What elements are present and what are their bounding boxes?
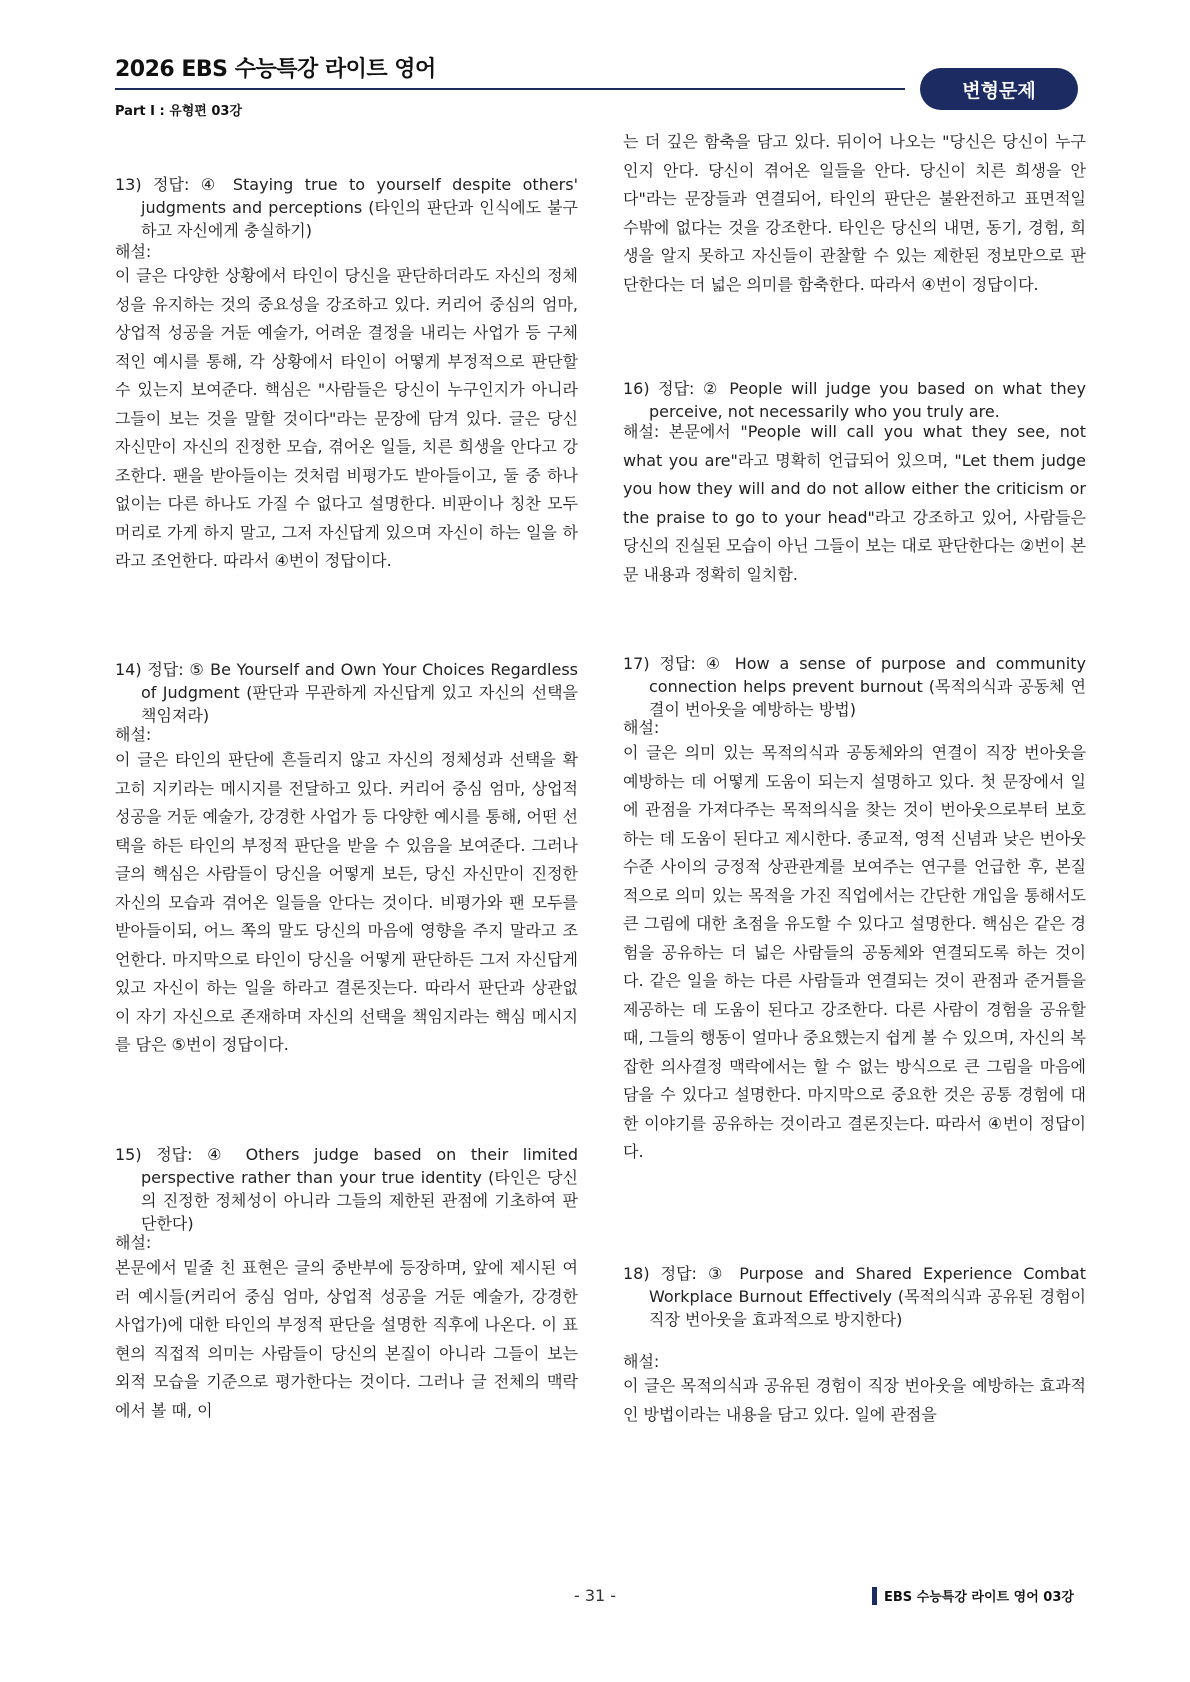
- q13-explanation: 이 글은 다양한 상황에서 타인이 당신을 판단하더라도 자신의 정체성을 유지하는 것의 중요성을 강조하고 있다. 커리어 중심의 엄마, 상업적 성공을 거둔 예술가, 어려운 결정을 내리는 사업가 등 구체적인 예시를 통해, 각 상황에서 타인이 어떻게 부정적으로 판단할 수 있는지 보여준다. 핵심은 "사람들은 당신이 누구인지가 아니라 그들이 보는 것을 말할 것이다"라는 문장에 담겨 있다. 글은 당신 자신만이 자신의 진정한 모습, 겪어온 일들, 치른 희생을 안다고 강조한다. 팬을 받아들이는 것처럼 비평가도 받아들이고, 둘 중 하나 없이는 다른 하나도 가질 수 없다고 설명한다. 비판이나 칭찬 모두 머리로 가게 하지 말고, 그저 자신답게 있으며 자신이 하는 일을 하라고 조언한다. 따라서 ④번이 정답이다.: [115, 266, 578, 570]
- q18-label: 해설:: [623, 1352, 660, 1371]
- q18-answer: 18) 정답: ③ Purpose and Shared Experience Combat Workplace Burnout Effectively (목적의식과 공유된 경험이 직장 번아웃을 효과적으로 방지한다): [623, 1264, 1086, 1329]
- q17-explanation: 이 글은 의미 있는 목적의식과 공동체와의 연결이 직장 번아웃을 예방하는 데 어떻게 도움이 되는지 설명하고 있다. 첫 문장에서 일에 관점을 가져다주는 목적의식을 찾는 것이 번아웃으로부터 보호하는 데 도움이 된다고 제시한다. 종교적, 영적 신념과 낮은 번아웃 수준 사이의 긍정적 상관관계를 보여주는 연구를 언급한 후, 본질적으로 의미 있는 목적을 가진 직업에서는 간단한 개입을 통해서도 큰 그림에 대한 초점을 유도할 수 있다고 설명한다. 핵심은 같은 경험을 공유하는 더 넓은 사람들의 공동체와 연결되도록 하는 것이다. 같은 일을 하는 다른 사람들과 연결되는 것이 관점과 준거틀을 제공하는 데 도움이 된다고 강조한다. 다른 사람이 경험을 공유할 때, 그들의 행동이 얼마나 중요했는지 쉽게 볼 수 있으며, 자신의 복잡한 의사결정 맥락에서는 할 수 없는 방식으로 큰 그림을 마음에 담을 수 있다고 설명한다. 마지막으로 중요한 것은 공통 경험에 대한 이야기를 공유하는 것이라고 결론짓는다. 따라서 ④번이 정답이다.: [623, 743, 1086, 1161]
- q14-label: 해설:: [115, 725, 152, 744]
- q13-label: 해설:: [115, 242, 152, 261]
- page-number: - 31 -: [573, 1586, 617, 1605]
- header-title: 2026 EBS 수능특강 라이트 영어: [115, 57, 436, 82]
- q14-explanation: 이 글은 타인의 판단에 흔들리지 않고 자신의 정체성과 선택을 확고히 지키라는 메시지를 전달하고 있다. 커리어 중심 엄마, 상업적 성공을 거둔 예술가, 강경한 사업가 등 다양한 예시를 통해, 어떤 선택을 하든 타인의 부정적 판단을 받을 수 있음을 보여준다. 그러나 글의 핵심은 사람들이 당신을 어떻게 보든, 당신 자신만이 진정한 자신의 모습과 겪어온 일들을 안다는 것이다. 비평가와 팬 모두를 받아들이되, 어느 쪽의 말도 당신의 마음에 영향을 주지 말라고 조언한다. 마지막으로 타인이 당신을 어떻게 판단하든 그저 자신답게 있고 자신이 하는 일을 하라고 결론짓는다. 따라서 판단과 상관없이 자기 자신으로 존재하며 자신의 선택을 책임지라는 핵심 메시지를 담은 ⑤번이 정답이다.: [115, 750, 578, 1054]
- q16-explanation: 해설: 본문에서 "People will call you what they see, not what you are"라고 명확히 언급되어 있으며, "Let them judge you how they will and do not allow either the criticism or the praise to go to your head"라고 강조하고 있어, 사람들은 당신의 진실된 모습이 아닌 그들이 보는 대로 판단한다는 ②번이 본문 내용과 정확히 일치함.: [623, 422, 1086, 584]
- q15-explanation-continued: 는 더 깊은 함축을 담고 있다. 뒤이어 나오는 "당신은 당신이 누구인지 안다. 당신이 겪어온 일들을 안다. 당신이 치른 희생을 안다"라는 문장들과 연결되어, 타인의 판단은 불완전하고 표면적일 수밖에 없다는 것을 강조한다. 타인은 당신의 내면, 동기, 경험, 희생을 알지 못하고 자신들이 관찰할 수 있는 제한된 정보만으로 판단한다는 더 넓은 의미를 함축한다. 따라서 ④번이 정답이다.: [623, 132, 1086, 294]
- q13-answer: 13) 정답: ④ Staying true to yourself despite others' judgments and perceptions (타인의 판단과 인식에도 불구하고 자신에게 충실하기): [115, 175, 578, 240]
- footer-label: [872, 1586, 1074, 1605]
- footer-bar-marker: [872, 1587, 877, 1605]
- q15-explanation: 본문에서 밑줄 친 표현은 글의 중반부에 등장하며, 앞에 제시된 여러 예시들(커리어 중심 엄마, 상업적 성공을 거둔 예술가, 강경한 사업가)에 대한 타인의 부정적 판단을 설명한 직후에 나온다. 이 표현의 직접적 의미는 사람들이 당신의 본질이 아니라 그들이 보는 외적 모습을 기준으로 평가한다는 것이다. 그러나 글 전체의 맥락에서 볼 때, 이: [115, 1258, 578, 1420]
- header-divider: [115, 88, 905, 90]
- header-subtitle: Part Ⅰ : 유형편 03강: [115, 104, 243, 119]
- q17-label: 해설:: [623, 718, 660, 737]
- section-badge: 변형문제: [920, 68, 1078, 110]
- q17-answer: 17) 정답: ④ How a sense of purpose and community connection helps prevent burnout (목적의식과 공동체 연결이 번아웃을 예방하는 방법): [623, 654, 1086, 719]
- q16-answer: 16) 정답: ② People will judge you based on what they perceive, not necessarily who you truly are.: [623, 379, 1086, 421]
- footer-label-text: EBS 수능특강 라이트 영어 03강: [884, 1590, 1074, 1605]
- q18-explanation: 이 글은 목적의식과 공유된 경험이 직장 번아웃을 예방하는 효과적인 방법이라는 내용을 담고 있다. 일에 관점을: [623, 1376, 1086, 1424]
- q15-label: 해설:: [115, 1233, 152, 1252]
- q14-answer: 14) 정답: ⑤ Be Yourself and Own Your Choices Regardless of Judgment (판단과 무관하게 자신답게 있고 자신의 선택을 책임져라): [115, 660, 578, 725]
- q15-answer: 15) 정답: ④ Others judge based on their limited perspective rather than your true identity (타인은 당신의 진정한 정체성이 아니라 그들의 제한된 관점에 기초하여 판단한다): [115, 1145, 578, 1233]
